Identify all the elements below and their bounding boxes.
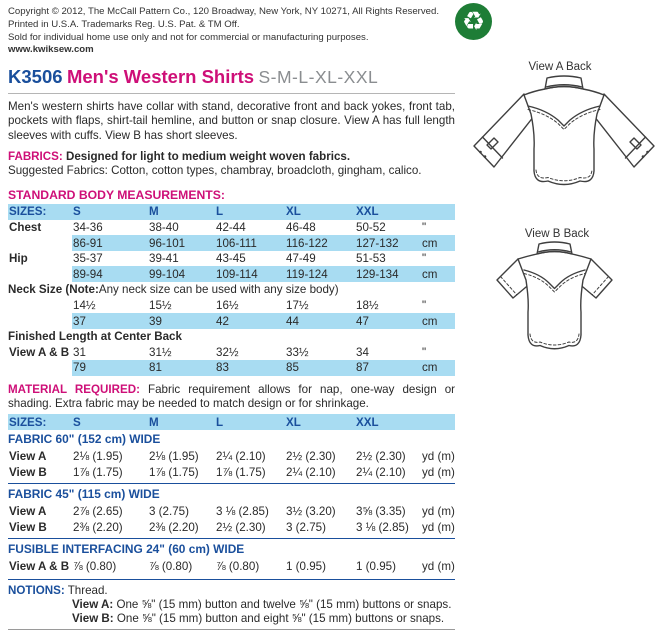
row-label (8, 313, 72, 329)
row-label: View B (9, 520, 47, 534)
unit-cell: yd (m) (422, 520, 455, 534)
pattern-title: Men's Western Shirts (66, 66, 255, 88)
material-required-text: Fabric requirement allows for nap, one-way design or shading. Extra fabric may be needed to match design or for shrinkage. (8, 382, 455, 410)
fabric-section-heading: FABRIC 60" (152 cm) WIDE (8, 432, 161, 447)
value-cell: 50-52 (356, 220, 386, 234)
value-cell: 34-36 (73, 220, 103, 234)
style-number: K3506 (8, 66, 63, 88)
notions-view-a-label: View A: (72, 598, 114, 612)
row-label: View A & B (9, 559, 70, 573)
value-cell: 1⅞ (1.75) (216, 465, 266, 479)
note-bold-text: Finished Length at Center Back (8, 330, 182, 344)
table-row (8, 558, 455, 574)
value-cell: 3 ⅛ (2.85) (356, 520, 409, 534)
value-cell: 109-114 (215, 266, 285, 282)
unit-cell: " (422, 345, 427, 359)
table-note-row (8, 282, 455, 298)
value-cell: 116-122 (285, 235, 355, 251)
value-cell: 39 (148, 313, 215, 329)
copyright-block (8, 6, 455, 57)
sizes-header-row (8, 204, 455, 220)
value-cell: 2½ (2.30) (286, 449, 336, 463)
row-label: View A (9, 449, 47, 463)
fabric-section-heading: FUSIBLE INTERFACING 24" (60 cm) WIDE (8, 538, 455, 558)
size-column-header: XXL (356, 205, 379, 219)
material-required-label: MATERIAL REQUIRED: (8, 382, 140, 396)
body-measurements-heading: STANDARD BODY MEASUREMENTS: (8, 188, 225, 203)
notions-block (8, 579, 455, 626)
fabrics-bold-text: Designed for light to medium weight woven fabrics. (65, 150, 351, 164)
size-column-header: L (216, 415, 224, 429)
value-cell: 32½ (216, 345, 239, 359)
row-label: View B (9, 465, 47, 479)
unit-cell: " (422, 252, 427, 266)
value-cell: 38-40 (149, 220, 179, 234)
value-cell: 2¼ (2.10) (216, 449, 266, 463)
value-cell: ⅞ (0.80) (73, 559, 117, 573)
value-cell: 47-49 (286, 252, 316, 266)
unit-cell: " (422, 298, 427, 312)
notions-view-a-text: One ⅝" (15 mm) button and twelve ⅝" (15 mm) buttons or snaps. (113, 598, 452, 612)
row-label: Chest (9, 220, 42, 234)
note-bold-text: Neck Size (Note: (8, 283, 99, 297)
value-cell: 46-48 (286, 220, 316, 234)
value-cell: 1 (0.95) (286, 559, 326, 573)
value-cell: 31½ (149, 345, 172, 359)
value-cell: 127-132 (355, 235, 421, 251)
title-divider (8, 93, 455, 94)
value-cell: 42 (215, 313, 285, 329)
table-row (8, 298, 455, 314)
suggested-fabrics: Suggested Fabrics: Cotton, cotton types, chambray, broadcloth, gingham, calico. (8, 163, 422, 177)
notions-text: Thread. (64, 584, 108, 598)
unit-cell: cm (421, 266, 455, 282)
unit-cell: cm (421, 360, 455, 376)
value-cell: 81 (148, 360, 215, 376)
value-cell: 33½ (286, 345, 309, 359)
size-column-header: S (73, 415, 81, 429)
row-label (8, 235, 72, 251)
value-cell: 79 (72, 360, 148, 376)
size-column-header: L (216, 205, 224, 219)
view-b-back-label: View B Back (524, 228, 590, 240)
table-row (8, 464, 455, 480)
value-cell: 16½ (216, 298, 239, 312)
row-label (8, 298, 72, 314)
material-required-table (8, 414, 455, 574)
value-cell: 106-111 (215, 235, 285, 251)
value-cell: 1 (0.95) (356, 559, 396, 573)
main-text-column (8, 0, 455, 630)
value-cell: 37 (72, 313, 148, 329)
value-cell: 2⅛ (1.95) (149, 449, 199, 463)
value-cell: 42-44 (216, 220, 246, 234)
table-row (8, 251, 455, 267)
table-row (8, 448, 455, 464)
row-label: View A & B (9, 345, 70, 359)
row-label: View A (9, 504, 47, 518)
home-use-text: Sold for individual home use only and not for commercial or manufacturing purposes. (8, 31, 369, 43)
row-label: Hip (9, 252, 28, 266)
value-cell: 89-94 (72, 266, 148, 282)
row-label (8, 266, 72, 282)
row-label (8, 360, 72, 376)
value-cell: 3 (2.75) (286, 520, 326, 534)
size-column-header: XXL (356, 415, 379, 429)
value-cell: 3½ (3.20) (286, 504, 336, 518)
size-range: S-M-L-XL-XXL (258, 67, 379, 88)
note-text: Any neck size can be used with any size body) (98, 283, 339, 297)
unit-cell: yd (m) (422, 504, 455, 518)
notions-label: NOTIONS: (8, 584, 65, 598)
value-cell: 43-45 (216, 252, 246, 266)
size-column-header: M (149, 415, 159, 429)
value-cell: 31 (73, 345, 86, 359)
table-row (8, 235, 455, 251)
sizes-label: SIZES: (9, 415, 47, 429)
value-cell: 17½ (286, 298, 309, 312)
value-cell: 44 (285, 313, 355, 329)
value-cell: 2⅜ (2.20) (73, 520, 123, 534)
notions-view-b-text: One ⅝" (15 mm) button and eight ⅝" (15 mm) buttons or snaps. (113, 612, 445, 626)
value-cell: 87 (355, 360, 421, 376)
unit-cell: yd (m) (422, 559, 455, 573)
value-cell: 1⅞ (1.75) (149, 465, 199, 479)
notions-line (8, 584, 455, 598)
value-cell: 14½ (73, 298, 96, 312)
sizes-header-row (8, 414, 455, 430)
unit-cell: yd (m) (422, 449, 455, 463)
value-cell: 2½ (2.30) (216, 520, 266, 534)
view-b-back-illustration (482, 240, 627, 358)
notions-view-b-label: View B: (72, 612, 114, 626)
value-cell: 1⅞ (1.75) (73, 465, 123, 479)
view-a-back-illustration (468, 74, 660, 196)
value-cell: ⅞ (0.80) (149, 559, 193, 573)
fabrics-line (8, 150, 455, 164)
value-cell: 96-101 (148, 235, 215, 251)
fabric-section-heading: FABRIC 45" (115 cm) WIDE (8, 483, 455, 503)
value-cell: 2⅛ (1.95) (73, 449, 123, 463)
body-measurements-table (8, 204, 455, 376)
size-column-header: XL (286, 415, 301, 429)
value-cell: 35-37 (73, 252, 103, 266)
table-note-row (8, 329, 455, 345)
value-cell: 3⅝ (3.35) (356, 504, 406, 518)
value-cell: 3 ⅛ (2.85) (216, 504, 269, 518)
size-column-header: S (73, 205, 81, 219)
value-cell: ⅞ (0.80) (216, 559, 260, 573)
view-a-back-label: View A Back (528, 61, 592, 73)
value-cell: 2½ (2.30) (356, 449, 406, 463)
recycle-icon: ♻ (455, 3, 492, 40)
value-cell: 85 (285, 360, 355, 376)
garment-description: Men's western shirts have collar with stand, decorative front and back yokes, front tab, pockets with flaps, shirt-tail hemline, and button or snap closure. View A has full length sleeves with cuffs. View B has short sleeves. (8, 100, 455, 142)
unit-column-header (421, 204, 455, 220)
unit-column-header (421, 414, 455, 430)
value-cell: 2¼ (2.10) (286, 465, 336, 479)
table-row (8, 220, 455, 236)
website-url: www.kwiksew.com (8, 44, 94, 56)
value-cell: 119-124 (285, 266, 355, 282)
table-row (8, 344, 455, 360)
value-cell: 86-91 (72, 235, 148, 251)
value-cell: 2⅜ (2.20) (149, 520, 199, 534)
size-column-header: XL (286, 205, 301, 219)
table-row (8, 266, 455, 282)
copyright-line-1: Copyright © 2012, The McCall Pattern Co., 120 Broadway, New York, NY 10271, All Rights Reserved. (8, 6, 440, 17)
value-cell: 51-53 (356, 252, 386, 266)
material-required-paragraph (8, 383, 455, 412)
unit-cell: cm (421, 313, 455, 329)
size-column-header: M (149, 205, 159, 219)
value-cell: 15½ (149, 298, 172, 312)
value-cell: 18½ (356, 298, 379, 312)
unit-cell: cm (421, 235, 455, 251)
table-row (8, 503, 455, 519)
unit-cell: yd (m) (422, 465, 455, 479)
sizes-label: SIZES: (9, 205, 47, 219)
value-cell: 47 (355, 313, 421, 329)
notions-view-b (72, 612, 455, 626)
value-cell: 129-134 (355, 266, 421, 282)
table-row (8, 519, 455, 535)
value-cell: 2⅞ (2.65) (73, 504, 123, 518)
value-cell: 34 (356, 345, 369, 359)
value-cell: 83 (215, 360, 285, 376)
copyright-line-2: Printed in U.S.A. Trademarks Reg. U.S. Pat. & TM Off. (8, 18, 240, 30)
fabrics-label: FABRICS: (8, 150, 63, 164)
value-cell: 3 (2.75) (149, 504, 189, 518)
copyright-line-3 (8, 32, 455, 58)
pattern-title-row (8, 66, 455, 88)
value-cell: 39-41 (149, 252, 179, 266)
unit-cell: " (422, 220, 427, 234)
notions-view-a (72, 598, 455, 612)
value-cell: 2¼ (2.10) (356, 465, 406, 479)
value-cell: 99-104 (148, 266, 215, 282)
table-row (8, 313, 455, 329)
table-row (8, 360, 455, 376)
